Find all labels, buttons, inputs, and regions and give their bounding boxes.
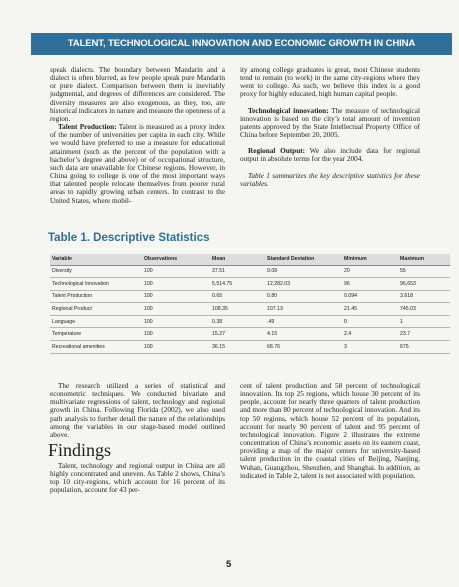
table-cell: Language xyxy=(50,315,142,328)
paragraph-text: The measure of technological innovation is based on the city’s total amount of invention patents approved by the State Intellectual Property Office of China before September 20, 2005. xyxy=(240,106,420,140)
paragraph-talent-production xyxy=(50,123,225,205)
right-column-top-text xyxy=(240,66,420,216)
table-cell: Temperature xyxy=(50,328,142,341)
table-cell: 100 xyxy=(142,341,210,354)
column-header: Standard Deviation xyxy=(267,256,315,263)
column-header: Minimum xyxy=(344,256,367,263)
table-cell: 0.80 xyxy=(265,290,342,303)
left-column-bottom-text xyxy=(50,382,225,440)
table-cell: 108.35 xyxy=(210,303,265,316)
running-header-banner: TALENT, TECHNOLOGICAL INNOVATION AND ECONOMIC GROWTH IN CHINA xyxy=(31,33,452,55)
table-cell: 675 xyxy=(398,341,450,354)
table-cell: 100 xyxy=(142,315,210,328)
page-number: 5 xyxy=(226,559,232,570)
table-cell: 37.51 xyxy=(210,265,265,278)
table-cell: Recreational amenities xyxy=(50,341,142,354)
table-cell: Technological Innovation xyxy=(50,278,142,291)
paragraph-technological-innovation xyxy=(240,107,420,140)
paragraph-text: We also include data for regional output in absolute terms for the year 2004. xyxy=(240,147,420,164)
descriptive-statistics-table xyxy=(50,254,450,354)
column-header: Observations xyxy=(144,256,178,263)
table-cell: 0 xyxy=(342,315,398,328)
column-header: Maximum xyxy=(400,256,424,263)
table-row xyxy=(50,303,450,316)
table-cell: 55 xyxy=(398,265,450,278)
subheading-talent-production: Talent Production: xyxy=(58,123,117,132)
table-cell: 20 xyxy=(342,265,398,278)
table-cell: 100 xyxy=(142,328,210,341)
subheading-technological-innovation: Technological innovation: xyxy=(248,106,329,115)
column-header: Mean xyxy=(212,256,226,263)
table-row xyxy=(50,278,450,291)
table-cell: 100 xyxy=(142,265,210,278)
table-cell: 100 xyxy=(142,290,210,303)
paragraph: speak dialects. The boundary between Mandarin and a dialect is often blurred, as few people speak pure Mandarin or pure dialect. Comparison between them is inevitably judgmental, and degrees of differences are considered. The diversity measures are also exogenous, as they, too, are historical indicators in nature and measure the openness of a region. xyxy=(50,66,225,123)
table-row xyxy=(50,265,450,278)
table-cell: 745.03 xyxy=(398,303,450,316)
table-cell: 23.7 xyxy=(398,328,450,341)
table-cell: Regional Product xyxy=(50,303,142,316)
table-cell: 100 xyxy=(142,278,210,291)
table-cell: 15.27 xyxy=(210,328,265,341)
table-row xyxy=(50,341,450,354)
table-cell: 36.15 xyxy=(210,341,265,354)
table-cell: .49 xyxy=(265,315,342,328)
table-cell: Talent Production xyxy=(50,290,142,303)
table-cell: 0.38 xyxy=(210,315,265,328)
table-cell: 107.13 xyxy=(265,303,342,316)
paragraph: ity among college graduates is great, most Chinese students tend to remain (to work) in the same city-regions where they went to college. As such, we believe this index is a good proxy for highly educated, high human capital people. xyxy=(240,66,420,99)
table-cell: 68.76 xyxy=(265,341,342,354)
table-cell: 2.4 xyxy=(342,328,398,341)
left-column-findings-text xyxy=(50,462,225,512)
table-cell: 3 xyxy=(342,341,398,354)
paragraph-regional-output xyxy=(240,147,420,163)
italic-text: Table 1 summarizes the key descriptive statistics for these variables. xyxy=(240,171,420,188)
right-column-bottom-text xyxy=(240,382,420,512)
column-header: Variable xyxy=(52,256,72,263)
table-header-row xyxy=(50,254,450,265)
table-cell: 12,282.03 xyxy=(265,278,342,291)
section-heading-findings: Findings xyxy=(48,440,112,460)
table-cell: 96 xyxy=(342,278,398,291)
paragraph: cent of talent production and 58 percent of technological innovation. Its top 25 regions, which house 30 percent of its people, account for nearly three quarters of talent production and more than 80 percent of technological innovation. And its top 50 regions, which house 52 percent of its population, account for nearly 90 percent of talent and 95 percent of technological innovation. Figure 2 illustrates the extreme concentration of China’s economic assets on its eastern coast, providing a map of the major centers for university-based talent production in the coastal cities of Beijing, Nanjing, Wuhan, Guangzhou, Shenzhen, and Shanghai. In addition, as indicated in Table 2, talent is not associated with population. xyxy=(240,382,420,480)
table-cell: 3.618 xyxy=(398,290,450,303)
table-cell: 21.45 xyxy=(342,303,398,316)
paragraph: Talent, technology and regional output in China are all highly concentrated and uneven. As Table 2 shows, China’s top 10 city-regions, which account for 16 percent of its population, account for 43 per- xyxy=(50,462,225,495)
table-cell: 4.15 xyxy=(265,328,342,341)
table-cell: 0.094 xyxy=(342,290,398,303)
table-cell: Diversity xyxy=(50,265,142,278)
table-cell: 0.65 xyxy=(210,290,265,303)
table-cell: 5,514.75 xyxy=(210,278,265,291)
paragraph: The research utilized a series of statistical and econometric techniques. We conducted bivariate and multivariate regressions of talent, technology and regional growth in China. Following Florida (2002), we also used path analysis to further detail the nature of the relationships among the variables in our stage-based model outlined above. xyxy=(50,382,225,439)
table-cell: 1 xyxy=(398,315,450,328)
table-cell: 9.08 xyxy=(265,265,342,278)
table-title: Table 1. Descriptive Statistics xyxy=(48,232,210,244)
table-cell: 100 xyxy=(142,303,210,316)
table-row xyxy=(50,290,450,303)
table-row xyxy=(50,328,450,341)
paragraph-text: Talent is measured as a proxy index of the number of universities per capita in each city. While we would have preferred to use a measure for educational attainment (such as the percent of the population with a bachelor’s degree and above) or of occupational structure, such data are unavailable for Chinese regions. However, in China going to college is one of the most important ways that talented people relocate themselves from poorer rural areas to rapidly growing urban centers. In contrast to the United States, where mobil- xyxy=(50,123,225,205)
table-intro-sentence xyxy=(240,172,420,188)
table-cell: 96,653 xyxy=(398,278,450,291)
table-row xyxy=(50,315,450,328)
left-column-top-text xyxy=(50,66,225,223)
subheading-regional-output: Regional Output: xyxy=(248,147,306,156)
